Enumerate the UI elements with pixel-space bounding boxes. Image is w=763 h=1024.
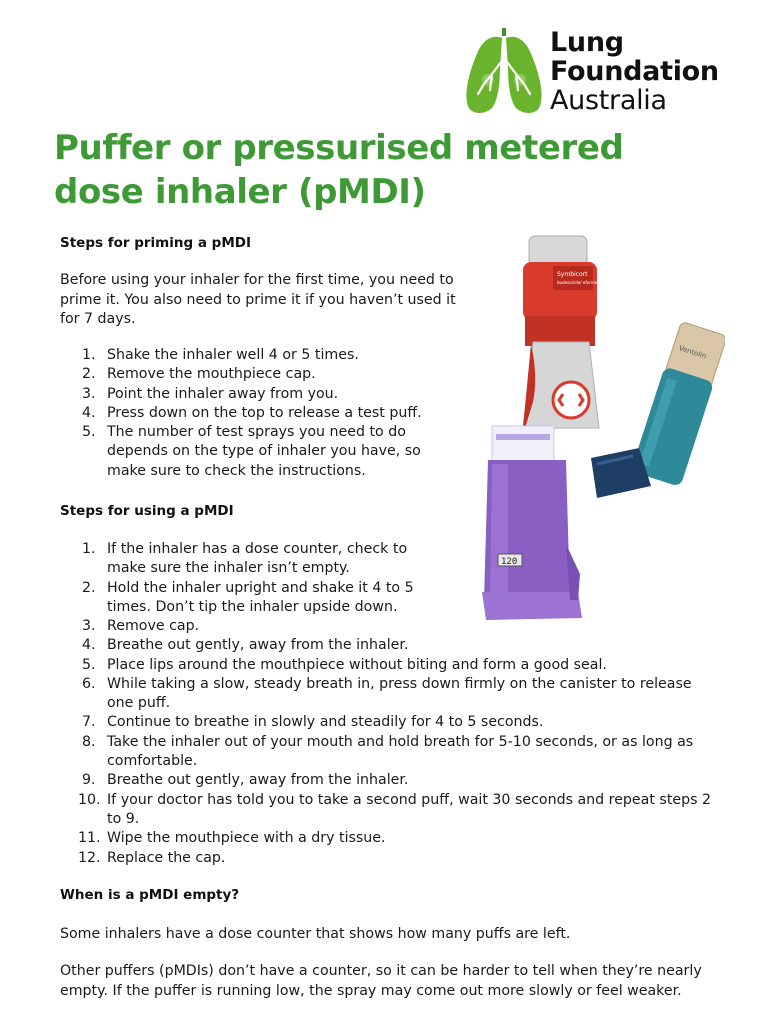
empty-heading: When is a pMDI empty? <box>60 887 240 903</box>
lungs-icon <box>462 28 546 118</box>
step-number: 2. <box>82 579 96 596</box>
step-number: 1. <box>82 347 96 363</box>
step-number: 4. <box>82 404 96 421</box>
list-item <box>60 404 460 423</box>
step-number: 11. <box>78 830 101 847</box>
step-text: Shake the inhaler well 4 or 5 times. <box>107 347 359 363</box>
red-inhaler-sublabel: budesonide/ eformoterol <box>557 280 607 285</box>
step-text: Wipe the mouthpiece with a dry tissue. <box>107 830 386 847</box>
blue-inhaler-image <box>585 318 725 503</box>
step-text: While taking a slow, steady breath in, press down firmly on the canister to release one puff. <box>107 675 692 712</box>
list-item <box>60 579 450 618</box>
step-number: 12. <box>78 849 101 866</box>
empty-para-1: Some inhalers have a dose counter that shows how many puffs are left. <box>60 926 571 942</box>
step-number: 3. <box>82 385 96 402</box>
logo-line-3: Australia <box>550 85 667 116</box>
step-text: Point the inhaler away from you. <box>107 385 339 402</box>
step-number: 5. <box>82 656 96 673</box>
step-text: Remove cap. <box>107 618 200 634</box>
red-inhaler-label: Symbicort <box>557 271 588 278</box>
step-number: 8. <box>82 733 96 750</box>
empty-para-2: Other puffers (pMDIs) don’t have a counter, so it can be harder to tell when they’re nearly empty. If the puffer is running low, the spray may come out more slowly or feel weaker. <box>60 963 702 999</box>
list-item <box>60 656 720 675</box>
step-number: 3. <box>82 618 96 634</box>
logo-wordmark <box>550 28 719 115</box>
step-text: Take the inhaler out of your mouth and hold breath for 5-10 seconds, or as long as comfortable. <box>107 733 694 770</box>
lung-foundation-logo <box>462 28 742 118</box>
step-number: 5. <box>82 424 96 441</box>
step-text: Breathe out gently, away from the inhaler. <box>107 637 409 654</box>
priming-steps-list <box>60 346 460 481</box>
step-text: Continue to breathe in slowly and steadily for 4 to 5 seconds. <box>107 714 544 731</box>
step-text: Remove the mouthpiece cap. <box>107 366 316 383</box>
using-heading: Steps for using a pMDI <box>60 503 234 519</box>
step-text: Replace the cap. <box>107 849 226 866</box>
step-number: 10. <box>78 791 101 808</box>
list-item <box>60 636 720 655</box>
priming-intro: Before using your inhaler for the first time, you need to prime it. You also need to prime it if you haven’t used it for 7 days. <box>60 272 456 327</box>
list-item <box>60 540 450 579</box>
list-item <box>60 346 460 365</box>
using-steps-list-b <box>60 617 720 868</box>
using-steps-list-a <box>60 540 450 617</box>
step-text: The number of test sprays you need to do depends on the type of inhaler you have, so make sure to check the instructions. <box>107 424 421 479</box>
step-number: 9. <box>82 772 96 789</box>
page-title: Puffer or pressurised metered dose inhaler (pMDI) <box>54 128 624 212</box>
list-item <box>60 733 720 772</box>
step-text: Hold the inhaler upright and shake it 4 to 5 times. Don’t tip the inhaler upside down. <box>107 579 414 615</box>
list-item <box>60 713 720 732</box>
step-number: 1. <box>82 541 96 557</box>
list-item <box>60 385 460 404</box>
step-number: 2. <box>82 366 96 383</box>
step-number: 6. <box>82 675 96 692</box>
list-item <box>60 617 720 636</box>
blue-inhaler-label: Ventolin <box>677 344 708 361</box>
list-item <box>60 771 720 790</box>
step-number: 7. <box>82 714 96 731</box>
step-text: If your doctor has told you to take a second puff, wait 30 seconds and repeat steps 2 to 9. <box>107 791 712 827</box>
list-item <box>60 849 720 868</box>
purple-inhaler-image <box>478 424 588 622</box>
step-text: Press down on the top to release a test puff. <box>107 404 422 421</box>
step-text: Place lips around the mouthpiece without biting and form a good seal. <box>107 656 607 673</box>
list-item <box>60 675 720 714</box>
list-item <box>60 423 460 481</box>
step-text: If the inhaler has a dose counter, check to make sure the inhaler isn’t empty. <box>107 541 408 577</box>
list-item <box>60 829 720 848</box>
logo-line-1: Lung <box>550 27 624 58</box>
logo-line-2: Foundation <box>550 56 719 87</box>
priming-heading: Steps for priming a pMDI <box>60 235 251 251</box>
list-item <box>60 791 720 830</box>
step-number: 4. <box>82 637 96 654</box>
list-item <box>60 365 460 384</box>
dose-counter-value: 120 <box>501 557 518 567</box>
step-text: Breathe out gently, away from the inhaler. <box>107 772 409 789</box>
